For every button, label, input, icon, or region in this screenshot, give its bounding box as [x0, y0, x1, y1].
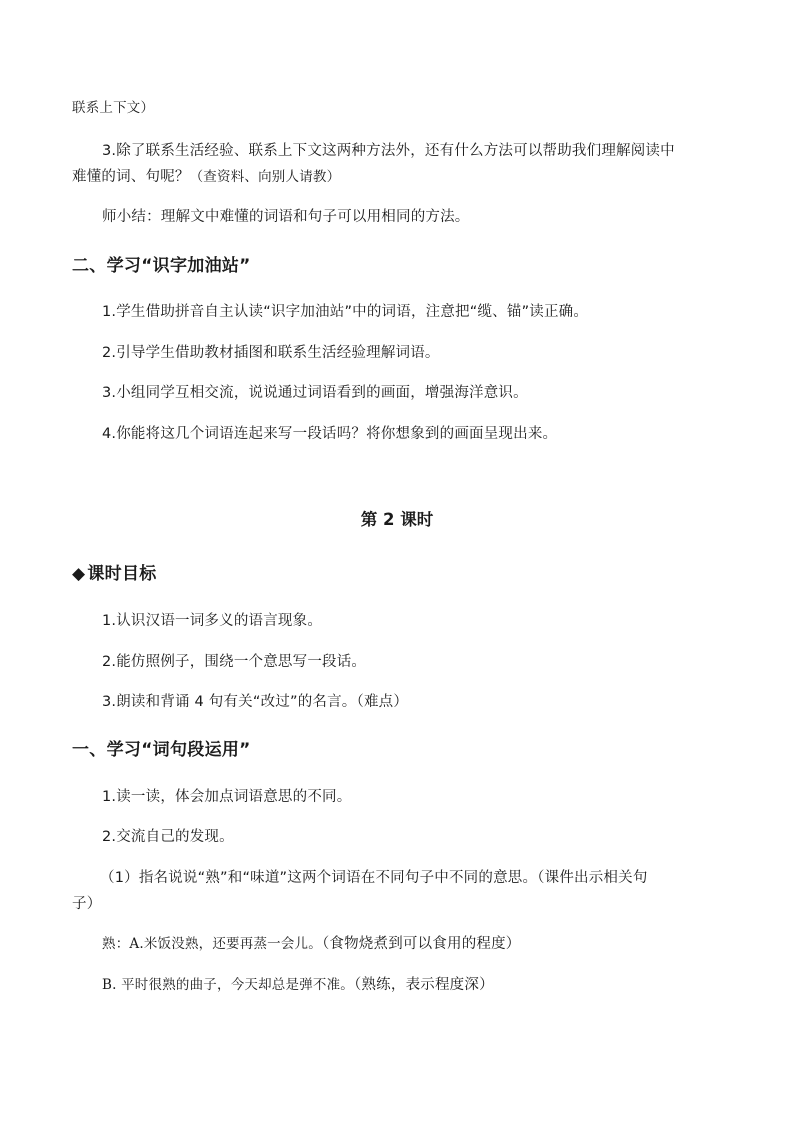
usage-sub-1-line1: （1）指名说说“熟”和“味道”这两个词语在不同句子中不同的意思。（课件出示相关句: [100, 870, 648, 886]
lesson-title: 第 2 课时: [360, 510, 434, 529]
paragraph-continuation: 联系上下文）: [72, 100, 155, 116]
literacy-item-2: 2.引导学生借助教材插图和联系生活经验理解词语。: [102, 345, 440, 361]
example-b: [102, 974, 494, 996]
literacy-item-1: 1.学生借助拼音自主认读“识字加油站”中的词语，注意把“缆、锚”读正确。: [102, 304, 589, 320]
question-3-text: 难懂的词、句呢？: [72, 169, 190, 185]
example-a: [102, 933, 521, 955]
diamond-icon: ◆: [72, 564, 86, 584]
teacher-summary: 师小结：理解文中难懂的词语和句子可以用相同的方法。: [102, 209, 470, 225]
usage-item-2: 2.交流自己的发现。: [102, 829, 234, 845]
goals-heading-text: 课时目标: [87, 564, 157, 584]
question-3-answer: （查资料、向别人请教）: [189, 169, 341, 185]
example-a-meaning: （食物烧煮到可以食用的程度）: [321, 936, 521, 952]
usage-item-1: 1.读一读，体会加点词语意思的不同。: [102, 789, 352, 805]
goal-item-2: 2.能仿照例子，围绕一个意思写一段话。: [102, 654, 367, 670]
example-b-sentence: B. 平时很熟的曲子，今天却总是弹不准。: [102, 977, 355, 993]
literacy-item-3: 3.小组同学互相交流，说说通过词语看到的画面，增强海洋意识。: [102, 385, 528, 401]
example-b-meaning: （熟练，表示程度深）: [354, 977, 494, 993]
goal-item-1: 1.认识汉语一词多义的语言现象。: [102, 613, 323, 629]
example-a-sentence: 熟：A.米饭没熟，还要再蒸一会儿。: [102, 936, 322, 952]
question-3-line2: [72, 166, 340, 188]
literacy-item-4: 4.你能将这几个词语连起来写一段话吗？将你想象到的画面呈现出来。: [102, 426, 558, 442]
section-heading-word-usage: 一、学习“词句段运用”: [72, 740, 251, 760]
goals-heading: [72, 562, 157, 586]
goal-item-3: 3.朗读和背诵 4 句有关“改过”的名言。（难点）: [102, 694, 409, 710]
section-heading-literacy: 二、学习“识字加油站”: [72, 256, 251, 276]
question-3-line1: 3.除了联系生活经验、联系上下文这两种方法外，还有什么方法可以帮助我们理解阅读中: [102, 143, 675, 159]
usage-sub-1-line2: 子）: [72, 896, 102, 912]
